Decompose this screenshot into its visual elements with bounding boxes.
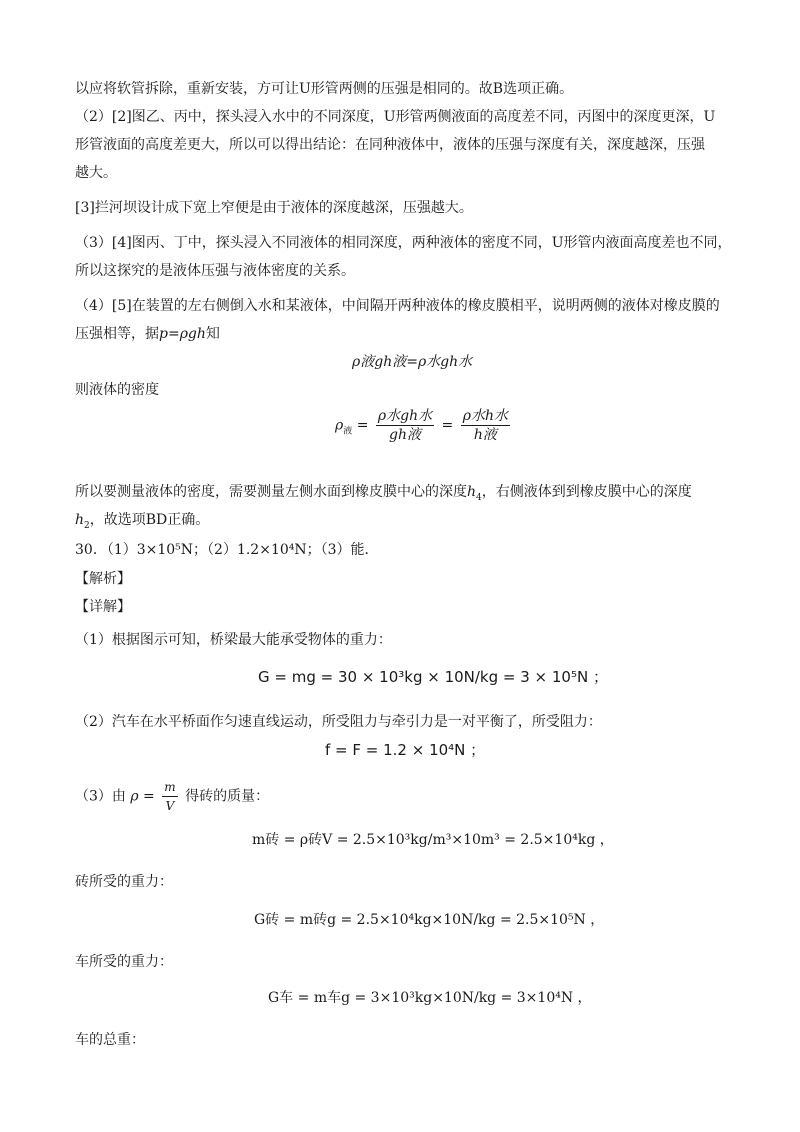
equation-brick-mass: m砖 = ρ砖V = 2.5×10³kg/m³×10m³ = 2.5×10⁴kg ， [252,832,614,848]
fraction-numerator: ρ水h水 [462,408,508,424]
formula-inline: p=ρgh [159,326,206,342]
symbol-h: h [75,512,85,528]
equation-liquid-density: $\rho_液$ = $\frac{\text{ρ水gh水}}{\text{gh液}}$ = $\frac{\text{ρ水h水}}{\text{h液}}$ [335,408,508,443]
equation-bridge-weight: G = mg = 30 × 10³kg × 10N/kg = 3 × 10⁵N ； [258,668,608,686]
fraction [376,407,434,444]
fraction-numerator: m [162,778,177,797]
text-line: [3]拦河坝设计成下宽上窄便是由于液体的深度越深，压强越大。 [75,200,473,216]
equation-pressure-balance: ρ液gh液=ρ水gh水 [352,354,473,370]
text-line: 车的总重： [75,1032,145,1048]
section-heading-analysis: 【解析】 [75,571,131,587]
fraction-denominator: h液 [473,427,497,443]
text-line: 以应将软管拆除，重新安装，方可让U形管两侧的压强是相同的。故B选项正确。 [75,81,574,97]
density-definition-lhs: ρ = [130,788,155,805]
text-fragment: 压强相等，据 [75,326,159,342]
text-line: 车所受的重力： [75,954,173,970]
text-line: 形管液面的高度差更大，所以可以得出结论：在同种液体中，液体的压强与深度有关，深度越深，压强 [75,137,705,153]
text-line: （3）[4]图丙、丁中，探头浸入不同液体的相同深度，两种液体的密度不同，U形管内液面高度差也不同， [75,235,732,251]
text-fragment: 所以要测量液体的密度，需要测量左侧水面到橡皮膜中心的深度 [75,484,467,500]
symbol-h: h [467,484,477,500]
fraction-numerator: ρ水gh水 [377,408,433,424]
text-fragment: 知 [205,326,220,342]
text-line: 则液体的密度 [75,382,159,398]
text-line: 越大。 [75,165,117,181]
text-line: 砖所受的重力： [75,874,173,890]
text-line [75,482,692,502]
fraction [162,778,177,815]
equation-friction: f = F = 1.2 × 10⁴N ； [325,741,486,759]
symbol-subscript: 4 [476,492,482,503]
section-heading-detail: 【详解】 [75,599,131,615]
text-line: （2）[2]图乙、丙中，探头浸入水中的不同深度，U形管两侧液面的高度差不同，丙图中的深度更深，U [75,109,716,125]
equation-brick-weight: G砖 = m砖g = 2.5×10⁴kg×10N/kg = 2.5×10⁵N ， [254,912,605,928]
text-fragment: ，故选项BD正确。 [89,512,210,528]
rho-symbol: ρ [335,417,344,434]
text-line [75,324,220,344]
fraction-denominator: V [165,799,175,813]
fraction-denominator: gh液 [389,427,421,443]
symbol-subscript: 2 [84,520,90,531]
text-fragment: （3）由 [75,788,126,805]
text-fragment: 得砖的质量： [185,788,270,805]
text-fragment: ，右侧液体到到橡皮膜中心的深度 [481,484,692,500]
text-line: （4）[5]在装置的左右侧倒入水和某液体，中间隔开两种液体的橡皮膜相平，说明两侧的液体对橡皮膜的 [75,298,720,314]
fraction [461,407,510,444]
equation-car-weight: G车 = m车g = 3×10³kg×10N/kg = 3×10⁴N ， [268,990,592,1006]
text-line [75,510,209,530]
text-line: （1）根据图示可知，桥梁最大能承受物体的重力： [75,632,392,648]
text-line [75,778,269,815]
text-line: （2）汽车在水平桥面作匀速直线运动，所受阻力与牵引力是一对平衡了，所受阻力： [75,714,602,730]
rho-subscript: 液 [343,426,353,437]
question-30-answer: 30．（1）3×10⁵N；（2）1.2×10⁴N；（3）能． [75,542,379,558]
text-line: 所以这探究的是液体压强与液体密度的关系。 [75,263,355,279]
